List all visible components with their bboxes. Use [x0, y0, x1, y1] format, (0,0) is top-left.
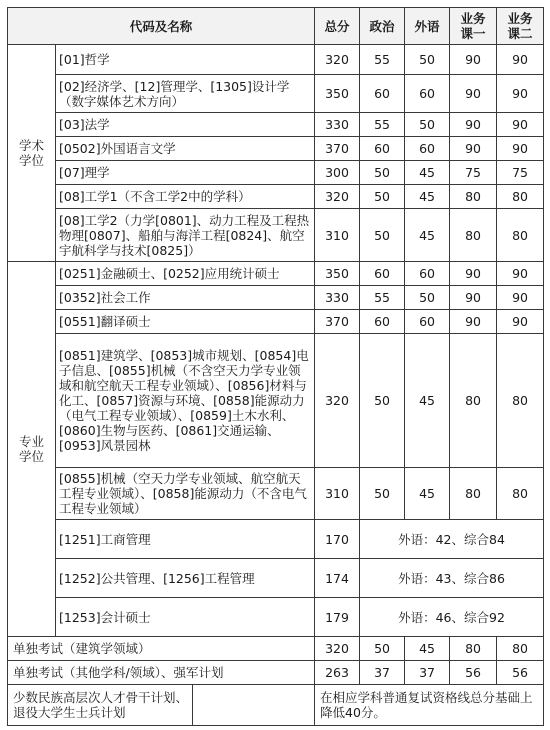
row-total: 370	[315, 310, 360, 334]
table-row	[8, 161, 544, 185]
row-politics: 50	[360, 637, 405, 661]
row-course2: 90	[497, 137, 544, 161]
row-course2: 90	[497, 75, 544, 113]
row-foreign: 45	[405, 161, 450, 185]
row-name: 单独考试（其他学科/领域）、强军计划	[8, 661, 315, 685]
row-foreign: 60	[405, 75, 450, 113]
row-name: [07]理学	[56, 161, 315, 185]
row-course2: 80	[497, 468, 544, 520]
row-course2: 90	[497, 262, 544, 286]
row-name: [0251]金融硕士、[0252]应用统计硕士	[56, 262, 315, 286]
header-course1	[450, 8, 497, 45]
table-row	[8, 286, 544, 310]
row-course2: 80	[497, 209, 544, 262]
row-course2: 90	[497, 286, 544, 310]
row-name: [1252]公共管理、[1256]工程管理	[56, 559, 315, 598]
table-row	[8, 637, 544, 661]
row-total: 350	[315, 262, 360, 286]
table-row	[8, 185, 544, 209]
row-name: [0551]翻译硕士	[56, 310, 315, 334]
row-total: 330	[315, 286, 360, 310]
row-foreign: 50	[405, 45, 450, 75]
row-politics: 50	[360, 468, 405, 520]
row-name: [1253]会计硕士	[56, 598, 315, 637]
row-course1: 90	[450, 45, 497, 75]
row-name: 单独考试（建筑学领域）	[8, 637, 315, 661]
row-total: 330	[315, 113, 360, 137]
row-course1: 90	[450, 75, 497, 113]
header-total: 总分	[315, 8, 360, 45]
row-total: 179	[315, 598, 360, 637]
row-total: 350	[315, 75, 360, 113]
row-course2: 80	[497, 185, 544, 209]
row-name: [0851]建筑学、[0853]城市规划、[0854]电子信息、[0855]机械（不含空天力学专业领域和航空航天工程专业领域）、[0856]材料与化工、[0857]资源与环境、[0858]能源动力（电气工程专业领域）、[0859]土木水利、[0860]生物与医药、[0861]交通运输、[0953]风景园林	[56, 334, 315, 468]
row-total: 310	[315, 468, 360, 520]
row-politics: 60	[360, 137, 405, 161]
row-politics: 55	[360, 113, 405, 137]
row-subject-note: 外语：46、综合92	[360, 598, 544, 637]
row-course1: 90	[450, 137, 497, 161]
group-professional	[8, 262, 56, 637]
row-course1: 90	[450, 286, 497, 310]
row-foreign: 60	[405, 310, 450, 334]
row-subject-note: 外语：43、综合86	[360, 559, 544, 598]
row-foreign: 45	[405, 334, 450, 468]
row-course1: 80	[450, 334, 497, 468]
row-total: 310	[315, 209, 360, 262]
row-name: [02]经济学、[12]管理学、[1305]设计学（数字媒体艺术方向）	[56, 75, 315, 113]
row-course1: 80	[450, 185, 497, 209]
group-professional-line2: 学位	[18, 449, 44, 464]
table-row	[8, 45, 544, 75]
row-politics: 60	[360, 262, 405, 286]
row-course1: 90	[450, 310, 497, 334]
header-course1-line1: 业务	[460, 11, 486, 26]
header-foreign: 外语	[405, 8, 450, 45]
row-course1: 90	[450, 262, 497, 286]
row-total: 263	[315, 661, 360, 685]
table-row	[8, 559, 544, 598]
row-course2: 56	[497, 661, 544, 685]
row-foreign: 45	[405, 637, 450, 661]
row-name: [08]工学1（不含工学2中的学科）	[56, 185, 315, 209]
header-politics: 政治	[360, 8, 405, 45]
row-course2: 90	[497, 45, 544, 75]
row-total: 170	[315, 520, 360, 559]
row-foreign: 60	[405, 262, 450, 286]
footer-label: 少数民族高层次人才骨干计划、退役大学生士兵计划	[8, 685, 193, 725]
group-academic-line2: 学位	[18, 153, 44, 168]
table-row	[8, 209, 544, 262]
row-total: 320	[315, 45, 360, 75]
group-academic	[8, 45, 56, 262]
row-name: [08]工学2（力学[0801]、动力工程及工程热物理[0807]、船舶与海洋工程[0824]、航空宇航科学与技术[0825]）	[56, 209, 315, 262]
row-foreign: 45	[405, 468, 450, 520]
row-total: 320	[315, 637, 360, 661]
table-row	[8, 75, 544, 113]
row-politics: 55	[360, 286, 405, 310]
row-course1: 56	[450, 661, 497, 685]
row-subject-note: 外语：42、综合84	[360, 520, 544, 559]
row-total: 370	[315, 137, 360, 161]
row-total: 174	[315, 559, 360, 598]
table-row	[8, 520, 544, 559]
row-course1: 80	[450, 209, 497, 262]
row-politics: 37	[360, 661, 405, 685]
row-foreign: 50	[405, 286, 450, 310]
row-course1: 90	[450, 113, 497, 137]
row-course2: 90	[497, 310, 544, 334]
table-row	[8, 661, 544, 685]
header-course1-line2: 课一	[460, 26, 486, 41]
row-course2: 80	[497, 334, 544, 468]
footer-label-cell	[8, 685, 315, 726]
row-course1: 80	[450, 468, 497, 520]
row-name: [1251]工商管理	[56, 520, 315, 559]
table-row	[8, 310, 544, 334]
row-course2: 90	[497, 113, 544, 137]
row-total: 320	[315, 185, 360, 209]
header-course2-line1: 业务	[507, 11, 533, 26]
table-row	[8, 598, 544, 637]
row-politics: 60	[360, 310, 405, 334]
row-total: 300	[315, 161, 360, 185]
row-course1: 75	[450, 161, 497, 185]
row-name: [0502]外国语言文学	[56, 137, 315, 161]
row-foreign: 45	[405, 209, 450, 262]
table-row	[8, 334, 544, 468]
row-total: 320	[315, 334, 360, 468]
row-politics: 50	[360, 209, 405, 262]
row-politics: 50	[360, 161, 405, 185]
table-row	[8, 468, 544, 520]
footer-note: 在相应学科普通复试资格线总分基础上降低40分。	[315, 685, 544, 726]
footer-spacer	[193, 685, 314, 725]
row-foreign: 50	[405, 113, 450, 137]
row-politics: 50	[360, 334, 405, 468]
group-professional-line1: 专业	[18, 434, 44, 449]
table-row	[8, 262, 544, 286]
table-row	[8, 113, 544, 137]
header-row	[8, 8, 544, 45]
header-course2-line2: 课二	[507, 26, 533, 41]
header-course2	[497, 8, 544, 45]
header-code-name: 代码及名称	[8, 8, 315, 45]
table-row	[8, 137, 544, 161]
row-course2: 75	[497, 161, 544, 185]
group-academic-line1: 学术	[18, 138, 44, 153]
row-politics: 50	[360, 185, 405, 209]
row-course2: 80	[497, 637, 544, 661]
row-politics: 55	[360, 45, 405, 75]
row-foreign: 60	[405, 137, 450, 161]
row-name: [0855]机械（空天力学专业领域、航空航天工程专业领域）、[0858]能源动力（不含电气工程专业领域）	[56, 468, 315, 520]
footer-row	[8, 685, 544, 726]
row-foreign: 45	[405, 185, 450, 209]
row-name: [01]哲学	[56, 45, 315, 75]
row-name: [0352]社会工作	[56, 286, 315, 310]
score-table	[7, 7, 544, 726]
row-politics: 60	[360, 75, 405, 113]
row-foreign: 37	[405, 661, 450, 685]
row-name: [03]法学	[56, 113, 315, 137]
row-course1: 80	[450, 637, 497, 661]
